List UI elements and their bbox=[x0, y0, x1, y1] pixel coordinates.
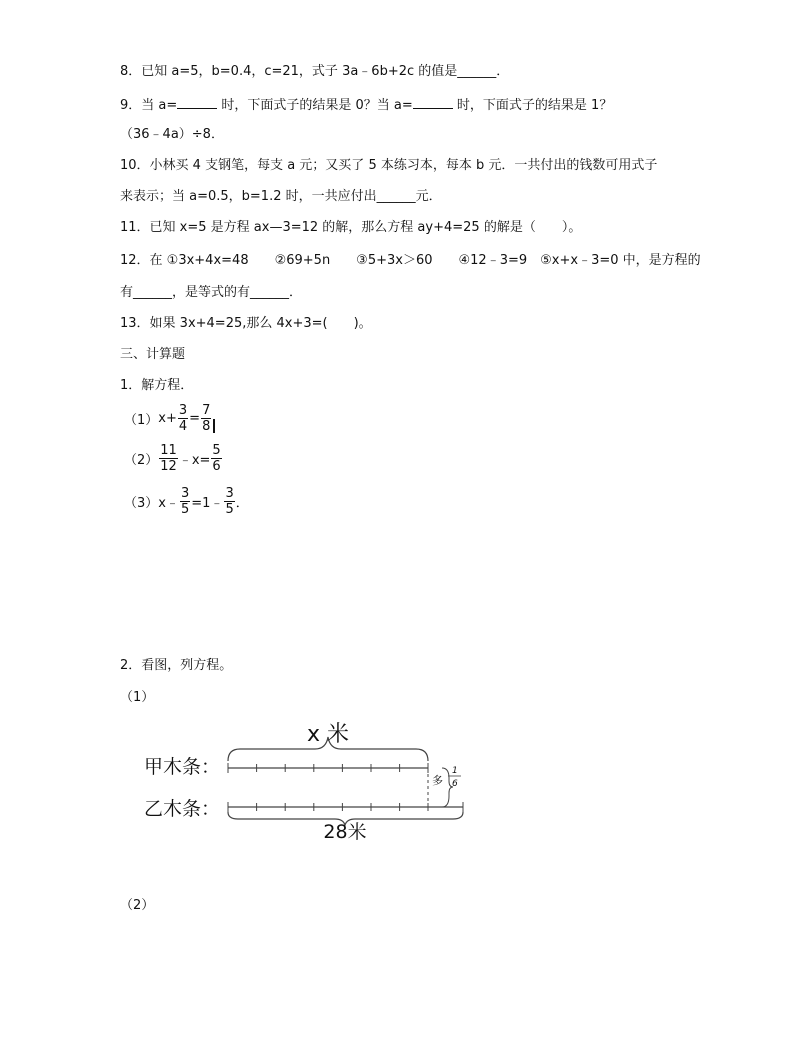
more-label: 多 bbox=[432, 774, 443, 787]
fraction: $\frac{3}{4}$ bbox=[178, 403, 188, 434]
fraction: $\frac{3}{5}$ bbox=[225, 486, 234, 517]
more-frac-num: 1 bbox=[452, 766, 458, 776]
eq-text: ． bbox=[235, 496, 249, 511]
fraction: $\frac{7}{8}$ bbox=[202, 403, 211, 434]
top-label: x 米 bbox=[306, 722, 350, 747]
answer-blank[interactable] bbox=[177, 96, 217, 109]
question-12-line2: 有______，是等式的有______． bbox=[120, 285, 303, 300]
q9-part-a: 9．当 a= bbox=[120, 98, 178, 113]
row-label-yi: 乙木条： bbox=[144, 798, 221, 820]
equation-1 bbox=[124, 403, 215, 434]
row-label-jia: 甲木条： bbox=[144, 756, 221, 778]
question-9-expression: （36﹣4a）÷8． bbox=[120, 127, 224, 142]
section-heading: 三、计算题 bbox=[120, 347, 186, 362]
equation-3 bbox=[124, 486, 249, 517]
eq-text: x﹣ bbox=[158, 496, 179, 511]
question-10-line2: 来表示；当 a=0.5，b=1.2 时，一共应付出______元． bbox=[120, 189, 442, 204]
question-12-line1: 12．在 ①3x+4x=48 ②69+5n ③5+3x＞60 ④12﹣3=9 ⑤x+x﹣3=0 中，是方程的 bbox=[120, 253, 701, 268]
eq-text: =1﹣ bbox=[191, 496, 224, 511]
calc-2-title: 2．看图，列方程。 bbox=[120, 658, 233, 673]
q9-part-c: 时，下面式子的结果是 1？ bbox=[452, 98, 613, 113]
answer-blank[interactable] bbox=[413, 96, 453, 109]
eq-text: x+ bbox=[158, 411, 177, 426]
sub-question-2: （2） bbox=[120, 898, 155, 913]
eq-text: ﹣x= bbox=[178, 453, 211, 468]
q9-part-b: 时，下面式子的结果是 0？当 a= bbox=[217, 98, 413, 113]
question-8: 8．已知 a=5，b=0.4，c=21，式子 3a﹣6b+2c 的值是______． bbox=[120, 64, 510, 79]
line-segment-diagram bbox=[130, 715, 480, 850]
question-10-line1: 10．小林买 4 支钢笔，每支 a 元；又买了 5 本练习本，每本 b 元．一共付出的钱数可用式子 bbox=[120, 158, 658, 173]
calc-1-title: 1．解方程． bbox=[120, 378, 194, 393]
fraction: $\frac{11}{12}$ bbox=[160, 443, 177, 474]
bottom-label: 28米 bbox=[323, 821, 367, 843]
eq-label: （2） bbox=[124, 453, 159, 468]
question-11: 11．已知 x=5 是方程 ax—3=12 的解，那么方程 ay+4=25 的解是（ ）。 bbox=[120, 220, 582, 235]
question-13: 13．如果 3x+4=25,那么 4x+3=( )。 bbox=[120, 316, 372, 331]
eq-label: （1） bbox=[124, 413, 159, 428]
fraction: $\frac{3}{5}$ bbox=[180, 486, 190, 517]
fraction: $\frac{5}{6}$ bbox=[212, 443, 221, 474]
eq-label: （3） bbox=[124, 496, 159, 511]
sub-question-1: （1） bbox=[120, 690, 155, 705]
more-frac-den: 6 bbox=[452, 779, 458, 789]
eq-text: = bbox=[189, 411, 201, 426]
equation-2 bbox=[124, 443, 223, 474]
text-cursor bbox=[213, 419, 215, 433]
question-9 bbox=[120, 96, 612, 114]
